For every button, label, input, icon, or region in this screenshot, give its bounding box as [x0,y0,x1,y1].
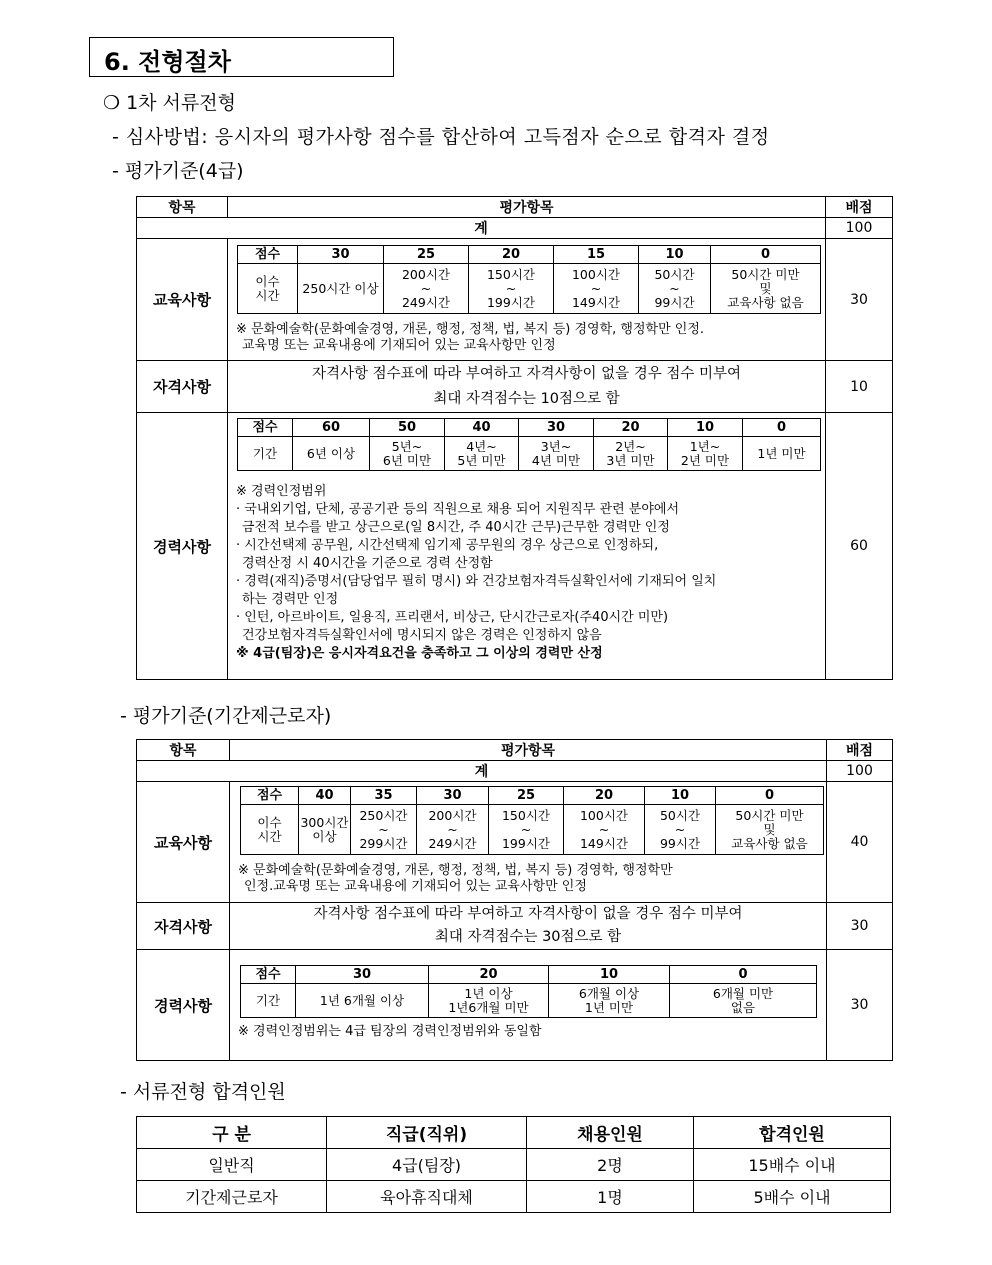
career-cell: 5년~ [391,438,423,454]
edu-cell: 99시간 [654,294,695,310]
edu-cell: 200시간 [428,807,477,823]
pass-cell: 5배수 이내 [694,1181,891,1213]
career-note: 금전적 보수를 받고 상근으로(일 8시간, 주 40시간 근무)근무한 경력만 인정 [242,520,670,535]
career-col: 20 [429,966,549,984]
edu-cell: ~ [674,821,686,837]
total-score: 100 [827,761,893,782]
edu-col: 20 [564,787,645,805]
edu-cell: 100시간 [579,807,628,823]
pass-cell: 15배수 이내 [694,1149,891,1181]
edu-cell: 50시간 [654,266,695,282]
edu-cell: 50시간 미만 [731,266,800,282]
edu-note: 교육명 또는 교육내용에 기재되어 있는 교육사항만 인정 [242,338,556,353]
career-cell: 4년 미만 [531,452,581,468]
edu-col: 0 [711,246,821,264]
career-col: 점수 [238,419,293,437]
career-col: 10 [668,419,743,437]
edu-cell: 100시간 [571,266,620,282]
career-cell: 2년~ [615,438,646,454]
section-title: 6. 전형절차 [89,37,394,77]
edu-cell: 250시간 이상 [298,264,384,314]
step1-heading: ❍ 1차 서류전형 [103,92,236,114]
edu-row-label: 시간 [255,287,280,303]
edu-cell: 99시간 [659,835,701,851]
pass-table [136,1116,891,1213]
cert-score: 10 [826,361,893,413]
edu-cell: 149시간 [571,294,620,310]
edu-col: 30 [298,246,384,264]
edu-cell: 이상 [312,828,337,844]
criteria-temp-table [136,739,893,1061]
pass-cell: 일반직 [137,1149,327,1181]
edu-cell: 교육사항 없음 [731,835,808,851]
edu-cell: ~ [669,280,680,296]
cert-score: 30 [827,903,893,950]
pass-cell: 2명 [527,1149,694,1181]
cert-label: 자격사항 [137,361,228,413]
edu-cell: 50시간 [659,807,701,823]
career-note: 하는 경력만 인정 [242,592,339,607]
edu-row-label: 시간 [257,828,282,844]
criteria-4-table [136,196,893,680]
career-cell: 1년6개월 미만 [448,999,529,1015]
header-eval: 평가항목 [230,740,827,761]
career-col: 점수 [241,966,296,984]
edu-score-table [237,245,821,314]
cert-text: 최대 자격점수는 30점으로 함 [434,929,622,945]
career-note: ※ 경력인정범위 [236,484,327,499]
pass-header: 합격인원 [694,1117,891,1149]
pass-cell: 1명 [527,1181,694,1213]
edu-label: 교육사항 [137,782,230,903]
career-cell: 6년 미만 [382,452,432,468]
career-col: 40 [445,419,519,437]
career-score-table [240,965,817,1018]
cert-text: 최대 자격점수는 10점으로 함 [433,390,620,407]
total-label: 계 [137,218,826,239]
edu-cell: 199시간 [501,835,550,851]
header-item: 항목 [137,740,230,761]
career-note: · 인턴, 아르바이트, 일용직, 프리랜서, 비상근, 단시간근로자(주40시간 미만) [236,610,669,625]
header-score: 배점 [826,197,893,218]
edu-cell: ~ [447,821,458,837]
career-note: 경력산정 시 40시간을 기준으로 경력 산정함 [242,556,493,571]
career-note-bold: ※ 4급(팀장)은 응시자격요건을 충족하고 그 이상의 경력만 산정 [236,646,603,661]
career-score: 60 [826,413,893,680]
edu-row-label: 이수 [255,273,280,289]
edu-col: 점수 [238,246,298,264]
edu-col: 25 [489,787,564,805]
career-col: 60 [293,419,370,437]
pass-title: - 서류전형 합격인원 [120,1081,286,1103]
career-cell: 3년 미만 [606,452,655,468]
career-col: 50 [370,419,445,437]
header-score: 배점 [827,740,893,761]
edu-col: 15 [554,246,639,264]
edu-col: 35 [351,787,417,805]
edu-cell: ~ [520,821,532,837]
career-col: 30 [519,419,594,437]
career-cell: 6개월 미만 [712,985,774,1001]
edu-cell: 교육사항 없음 [727,294,804,310]
edu-score: 30 [826,239,893,361]
pass-header: 구 분 [137,1117,327,1149]
edu-cell: 200시간 [401,266,450,282]
career-col: 0 [670,966,817,984]
edu-cell: 149시간 [579,835,628,851]
edu-cell: ~ [378,821,389,837]
pass-cell: 4급(팀장) [327,1149,527,1181]
pass-header: 직급(직위) [327,1117,527,1149]
edu-col: 0 [716,787,824,805]
edu-cell: 150시간 [501,807,550,823]
header-eval: 평가항목 [228,197,826,218]
edu-cell: 249시간 [401,294,450,310]
edu-col: 30 [417,787,489,805]
edu-cell: 199시간 [486,294,535,310]
career-note: · 경력(재직)증명서(담당업무 필히 명시) 와 건강보험자격득실확인서에 기재되어 일치 [236,574,717,589]
edu-col: 10 [639,246,711,264]
career-cell: 1년 6개월 이상 [296,984,429,1018]
edu-note: 인정.교육명 또는 교육내용에 기재되어 있는 교육사항만 인정 [244,879,587,894]
pass-header: 채용인원 [527,1117,694,1149]
edu-score-table [240,786,824,855]
career-col: 10 [549,966,670,984]
edu-col: 10 [645,787,716,805]
career-cell: 1년~ [689,438,721,454]
total-score: 100 [826,218,893,239]
pass-cell: 육아휴직대체 [327,1181,527,1213]
career-score: 30 [827,950,893,1061]
edu-col: 40 [299,787,351,805]
evaluation-method: - 심사방법: 응시자의 평가사항 점수를 합산하여 고득점자 순으로 합격자 결정 [112,126,770,148]
edu-col: 점수 [241,787,299,805]
edu-col: 25 [384,246,469,264]
career-col: 0 [743,419,821,437]
career-cell: 6년 이상 [293,437,370,471]
edu-cell: 250시간 [359,807,408,823]
edu-cell: 50시간 미만 [735,807,804,823]
edu-cell: 300시간 [300,814,349,830]
career-row-label: 기간 [241,984,296,1018]
criteria-temp-title: - 평가기준(기간제근로자) [120,705,332,727]
career-cell: 1년 이상 [464,985,513,1001]
edu-cell: 및 [763,821,776,837]
career-note: · 시간선택제 공무원, 시간선택제 임기제 공무원의 경우 상근으로 인정하되, [236,538,659,553]
cert-text: 자격사항 점수표에 따라 부여하고 자격사항이 없을 경우 점수 미부여 [313,906,743,922]
edu-score: 40 [827,782,893,903]
criteria-4-title: - 평가기준(4급) [112,160,244,182]
career-cell: 없음 [730,999,756,1015]
edu-cell: ~ [420,280,432,296]
cert-label: 자격사항 [137,903,230,950]
career-col: 30 [296,966,429,984]
edu-row-label: 이수 [257,814,282,830]
total-label: 계 [137,761,827,782]
career-col: 20 [594,419,668,437]
career-label: 경력사항 [137,413,228,680]
career-note: · 국내외기업, 단체, 공공기관 등의 직원으로 채용 되어 지원직무 관련 분야에서 [236,502,680,517]
edu-cell: ~ [505,280,517,296]
edu-cell: 150시간 [486,266,535,282]
career-row-label: 기간 [238,437,293,471]
career-note: 건강보험자격득실확인서에 명시되지 않은 경력은 인정하지 않음 [242,628,602,643]
career-label: 경력사항 [137,950,230,1061]
career-cell: 1년 미만 [743,437,821,471]
career-cell: 6개월 이상 [578,985,640,1001]
career-cell: 3년~ [540,438,572,454]
edu-label: 교육사항 [137,239,228,361]
edu-cell: 249시간 [428,835,477,851]
career-cell: 4년~ [466,438,497,454]
edu-note: ※ 문화예술학(문화예술경영, 개론, 행정, 정책, 법, 복지 등) 경영학, 행정학만 [238,863,673,878]
table-row [137,1181,891,1213]
career-cell: 5년 미만 [457,452,506,468]
edu-note: ※ 문화예술학(문화예술경영, 개론, 행정, 정책, 법, 복지 등) 경영학, 행정학만 인정. [236,322,705,337]
edu-cell: ~ [598,821,610,837]
edu-cell: 299시간 [359,835,408,851]
career-note: ※ 경력인정범위는 4급 팀장의 경력인정범위와 동일함 [238,1024,542,1039]
career-cell: 2년 미만 [680,452,730,468]
edu-cell: 및 [759,280,772,296]
edu-cell: ~ [590,280,602,296]
header-item: 항목 [137,197,228,218]
career-score-table [237,418,821,471]
career-cell: 1년 미만 [584,999,634,1015]
table-row [137,1149,891,1181]
edu-col: 20 [469,246,554,264]
cert-text: 자격사항 점수표에 따라 부여하고 자격사항이 없을 경우 점수 미부여 [311,365,742,382]
pass-cell: 기간제근로자 [137,1181,327,1213]
